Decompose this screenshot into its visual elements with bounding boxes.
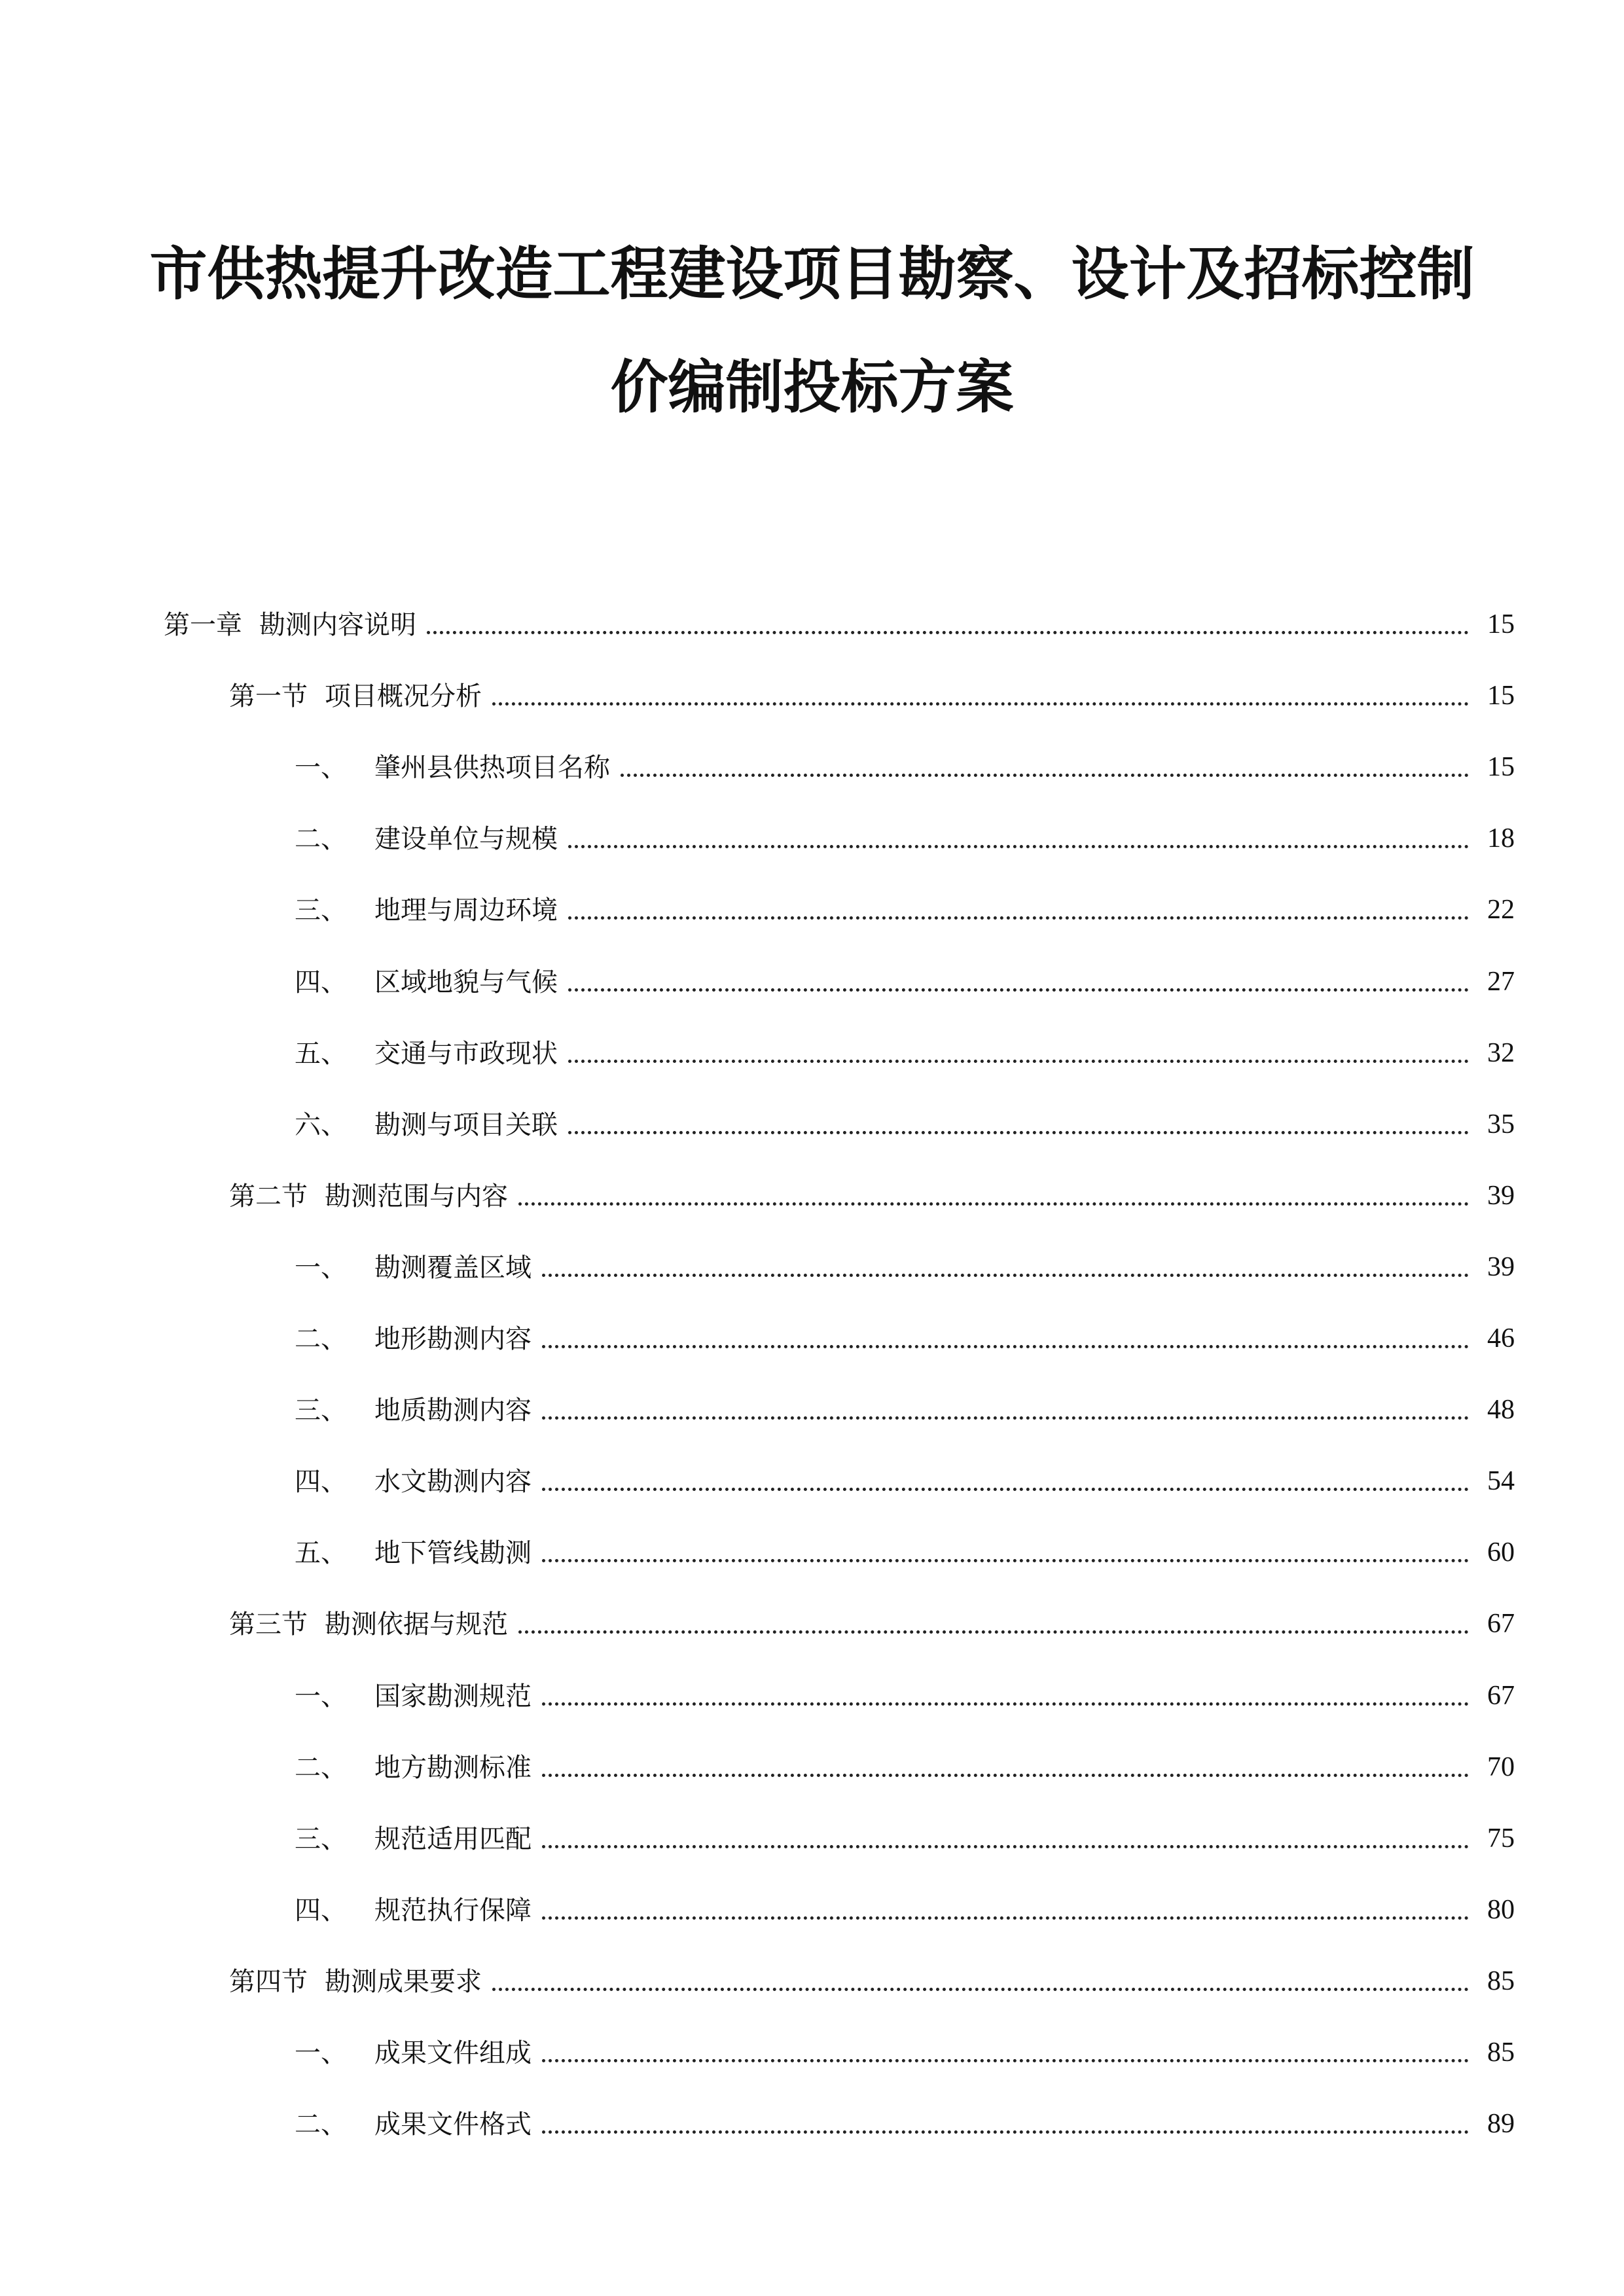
toc-entry[interactable]: [295, 1384, 1515, 1424]
toc-dot-leader: [518, 1611, 1469, 1638]
toc-entry-number: 第二节: [229, 1181, 308, 1211]
toc-entry[interactable]: [295, 1742, 1515, 1781]
toc-entry-number: 四、: [295, 1895, 347, 1926]
toc-dot-leader: [568, 826, 1469, 852]
toc-entry-label: 国家勘测规范: [374, 1681, 532, 1712]
toc-entry-label: 勘测成果要求: [325, 1967, 482, 1997]
toc-entry-number: 一、: [295, 1253, 347, 1283]
toc-entry-label: 区域地貌与气候: [374, 967, 558, 997]
toc-entry-number: 第一章: [164, 610, 242, 640]
toc-entry-label: 交通与市政现状: [374, 1039, 558, 1069]
toc-entry-number: 四、: [295, 1467, 347, 1497]
toc-entry-number: 三、: [295, 1824, 347, 1854]
toc-entry-label: 勘测与项目关联: [374, 1110, 558, 1140]
toc-entry-label: 地理与周边环境: [374, 895, 558, 925]
toc-dot-leader: [542, 1397, 1469, 1424]
toc-dot-leader: [568, 1112, 1469, 1138]
toc-entry[interactable]: [295, 2027, 1515, 2066]
toc-dot-leader: [542, 1469, 1469, 1495]
toc-entry-label: 勘测内容说明: [259, 610, 416, 640]
toc-entry-label: 项目概况分析: [325, 681, 482, 711]
toc-entry-number: 第三节: [229, 1609, 308, 1640]
toc-dot-leader: [492, 683, 1469, 709]
toc-entry-label: 地方勘测标准: [374, 1753, 532, 1783]
toc-dot-leader: [542, 1540, 1469, 1566]
toc-entry-page-number: 89: [1487, 2109, 1515, 2139]
toc-dot-leader: [621, 755, 1469, 781]
toc-entry-number: 五、: [295, 1538, 347, 1568]
toc-entry-label: 勘测依据与规范: [325, 1609, 508, 1640]
toc-entry[interactable]: [295, 1813, 1515, 1852]
toc-entry-number: 第一节: [229, 681, 308, 711]
toc-dot-leader: [492, 1969, 1469, 1995]
toc-entry-page-number: 15: [1487, 752, 1515, 782]
toc-entry[interactable]: [295, 2098, 1515, 2138]
toc-dot-leader: [542, 1683, 1469, 1710]
toc-entry-number: 一、: [295, 2038, 347, 2068]
toc-entry[interactable]: [295, 1527, 1515, 1566]
toc-entry-page-number: 15: [1487, 609, 1515, 639]
toc-entry[interactable]: [164, 599, 1515, 638]
toc-entry-number: 五、: [295, 1039, 347, 1069]
toc-entry-label: 水文勘测内容: [374, 1467, 532, 1497]
toc-entry[interactable]: [295, 1313, 1515, 1352]
toc-entry-page-number: 85: [1487, 1966, 1515, 1996]
toc-entry-number: 二、: [295, 1753, 347, 1783]
toc-entry-page-number: 39: [1487, 1252, 1515, 1282]
toc-entry-number: 四、: [295, 967, 347, 997]
toc-entry[interactable]: [295, 742, 1515, 781]
toc-entry[interactable]: [295, 1242, 1515, 1281]
toc-entry[interactable]: [295, 1028, 1515, 1067]
toc-dot-leader: [542, 1755, 1469, 1781]
toc-entry[interactable]: [295, 1670, 1515, 1710]
toc-entry[interactable]: [295, 956, 1515, 996]
toc-entry-page-number: 60: [1487, 1537, 1515, 1568]
toc-entry-number: 一、: [295, 753, 347, 783]
toc-dot-leader: [568, 969, 1469, 996]
toc-entry[interactable]: [229, 1170, 1515, 1210]
toc-entry[interactable]: [229, 1598, 1515, 1638]
toc-entry-label: 肇州县供热项目名称: [374, 753, 610, 783]
toc-entry-page-number: 67: [1487, 1609, 1515, 1639]
toc-entry[interactable]: [229, 1956, 1515, 1995]
toc-entry-page-number: 46: [1487, 1323, 1515, 1354]
document-title-line-1: 市供热提升改造工程建设项目勘察、设计及招标控制: [149, 240, 1475, 308]
toc-entry-number: 二、: [295, 824, 347, 854]
toc-entry-number: 二、: [295, 2109, 347, 2140]
toc-entry-label: 地质勘测内容: [374, 1395, 532, 1426]
toc-entry-page-number: 22: [1487, 895, 1515, 925]
toc-entry-page-number: 70: [1487, 1752, 1515, 1782]
toc-entry[interactable]: [295, 1456, 1515, 1495]
toc-entry-page-number: 54: [1487, 1466, 1515, 1496]
toc-entry-label: 勘测范围与内容: [325, 1181, 508, 1211]
toc-entry-page-number: 15: [1487, 681, 1515, 711]
toc-entry-label: 地下管线勘测: [374, 1538, 532, 1568]
toc-entry-page-number: 67: [1487, 1681, 1515, 1711]
toc-dot-leader: [542, 1255, 1469, 1281]
toc-entry-page-number: 32: [1487, 1038, 1515, 1068]
toc-entry-page-number: 27: [1487, 967, 1515, 997]
toc-entry-number: 六、: [295, 1110, 347, 1140]
toc-dot-leader: [427, 612, 1469, 638]
toc-entry-label: 成果文件组成: [374, 2038, 532, 2068]
toc-dot-leader: [542, 1897, 1469, 1924]
toc-entry[interactable]: [295, 1884, 1515, 1924]
toc-entry-page-number: 75: [1487, 1823, 1515, 1854]
toc-entry-page-number: 39: [1487, 1181, 1515, 1211]
toc-entry-label: 勘测覆盖区域: [374, 1253, 532, 1283]
toc-entry-label: 成果文件格式: [374, 2109, 532, 2140]
toc-entry-page-number: 85: [1487, 2037, 1515, 2068]
toc-entry-number: 二、: [295, 1324, 347, 1354]
toc-dot-leader: [568, 1041, 1469, 1067]
toc-entry-page-number: 18: [1487, 823, 1515, 853]
toc-entry[interactable]: [295, 884, 1515, 924]
toc-dot-leader: [542, 1826, 1469, 1852]
toc-entry-label: 规范执行保障: [374, 1895, 532, 1926]
toc-entry-label: 建设单位与规模: [374, 824, 558, 854]
toc-entry-label: 规范适用匹配: [374, 1824, 532, 1854]
toc-entry-number: 第四节: [229, 1967, 308, 1997]
toc-entry-page-number: 48: [1487, 1395, 1515, 1425]
toc-entry-number: 三、: [295, 895, 347, 925]
document-title-line-2: 价编制投标方案: [610, 353, 1014, 421]
toc-dot-leader: [568, 897, 1469, 924]
toc-entry-number: 一、: [295, 1681, 347, 1712]
toc-entry-number: 三、: [295, 1395, 347, 1426]
toc-entry-label: 地形勘测内容: [374, 1324, 532, 1354]
toc-dot-leader: [542, 2111, 1469, 2138]
toc-entry[interactable]: [295, 1099, 1515, 1138]
toc-entry-page-number: 35: [1487, 1109, 1515, 1139]
toc-dot-leader: [542, 1326, 1469, 1352]
toc-entry[interactable]: [229, 670, 1515, 709]
toc-dot-leader: [542, 2040, 1469, 2066]
toc-entry[interactable]: [295, 813, 1515, 852]
toc-dot-leader: [518, 1183, 1469, 1210]
toc-entry-page-number: 80: [1487, 1895, 1515, 1925]
